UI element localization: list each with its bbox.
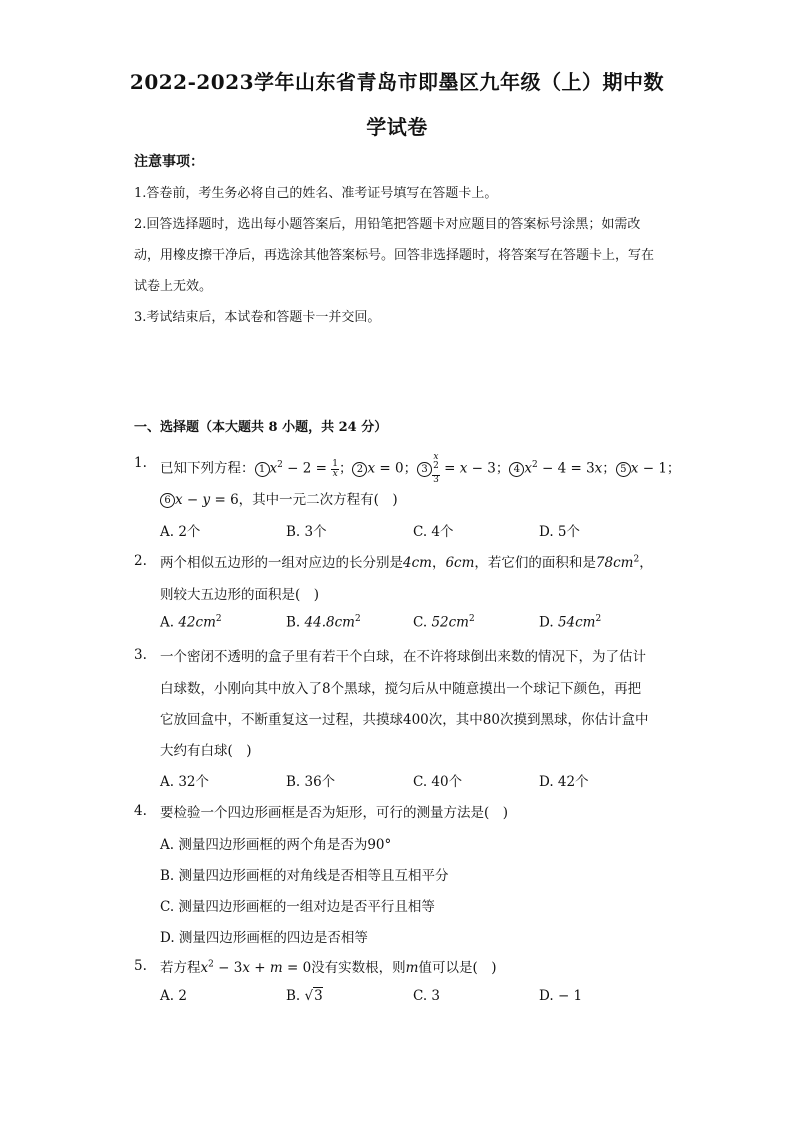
question-number: 2.	[134, 553, 147, 569]
exam-title-line1: 2022-2023学年山东省青岛市即墨区九年级（上）期中数	[129, 70, 665, 94]
note-item-3: 3.考试结束后，本试卷和答题卡一并交回。	[134, 310, 381, 325]
question-2-text-b: ，若它们的面积和是	[474, 555, 596, 571]
question-number: 4.	[134, 803, 147, 819]
question-3-line4: 大约有白球( )	[160, 743, 252, 759]
question-1-line1: 已知下列方程： 1 $x^2 - 2$ = $\frac{1}{x}$ ； 2 x = 0； 3 x $^2$ 3 = x − 3； 4 $x^2 - 4 = 3x$； 5 x − 1；	[160, 452, 681, 485]
q1-option-a[interactable]: A. 2个	[160, 524, 201, 540]
q2-option-a[interactable]: A. $42cm^2$	[160, 614, 222, 631]
q4-option-b[interactable]: B. 测量四边形画框的对角线是否相等且互相平分	[160, 868, 449, 884]
note-item-1: 1.答卷前，考生务必将自己的姓名、准考证号填写在答题卡上。	[134, 186, 498, 201]
question-number: 3.	[134, 647, 147, 663]
q5-option-b[interactable]: B. √3	[286, 988, 323, 1004]
question-5-tail: 没有实数根，则	[311, 960, 406, 976]
question-3-line3: 它放回盒中，不断重复这一过程，共摸球400次，其中80次摸到黑球，你估计盒中	[160, 712, 649, 728]
section-heading: 一、选择题（本大题共 8 小题，共 24 分）	[134, 420, 388, 435]
q2-option-b[interactable]: B. $44.8cm^2$	[286, 614, 361, 631]
q4-option-c[interactable]: C. 测量四边形画框的一组对边是否平行且相等	[160, 899, 435, 915]
q2-option-d[interactable]: D. $54cm^2$	[539, 614, 602, 631]
q3-option-a[interactable]: A. 32个	[160, 774, 210, 790]
question-2-line1: 两个相似五边形的一组对应边的长分别是4cm，6cm，若它们的面积和是$78cm^2$，	[160, 554, 653, 571]
q1-option-b[interactable]: B. 3个	[286, 524, 327, 540]
q3-option-d[interactable]: D. 42个	[539, 774, 589, 790]
q3-option-b[interactable]: B. 36个	[286, 774, 336, 790]
q5-option-d[interactable]: D. − 1	[539, 988, 583, 1004]
exam-title-line2: 学试卷	[366, 115, 428, 139]
question-4-stem: 要检验一个四边形画框是否为矩形，可行的测量方法是( )	[160, 805, 509, 821]
question-1-tail: ，其中一元二次方程有( )	[238, 492, 398, 508]
question-2-line2: 则较大五边形的面积是( )	[160, 587, 320, 603]
q5-option-c[interactable]: C. 3	[413, 988, 441, 1004]
question-5-tail2: 值可以是( )	[418, 960, 497, 976]
question-5-stem: 若方程$x^2 - 3x + m = 0$没有实数根，则m值可以是( )	[160, 959, 497, 976]
question-2-text-a: 两个相似五边形的一组对应边的长分别是	[160, 555, 403, 571]
question-number: 1.	[134, 455, 147, 471]
q1-option-c[interactable]: C. 4个	[413, 524, 454, 540]
q4-option-a[interactable]: A. 测量四边形画框的两个角是否为90°	[160, 837, 392, 853]
question-3-line1: 一个密闭不透明的盒子里有若干个白球，在不许将球倒出来数的情况下，为了估计	[160, 649, 646, 665]
question-number: 5.	[134, 958, 147, 974]
question-1-line2: 6 x − y = 6，其中一元二次方程有( )	[160, 488, 398, 508]
question-1-lead: 已知下列方程：	[160, 460, 255, 477]
q3-option-c[interactable]: C. 40个	[413, 774, 463, 790]
question-5-lead: 若方程	[160, 960, 201, 976]
q4-option-d[interactable]: D. 测量四边形画框的四边是否相等	[160, 930, 368, 946]
note-item-2: 2.回答选择题时，选出每小题答案后，用铅笔把答题卡对应题目的答案标号涂黑；如需改动，用橡皮擦干净后，再选涂其他答案标号。回答非选择题时，将答案写在答题卡上，写在试卷上无效。	[134, 217, 655, 294]
question-3-line2: 白球数，小刚向其中放入了8个黑球，搅匀后从中随意摸出一个球记下颜色，再把	[160, 681, 642, 697]
q2-option-c[interactable]: C. $52cm^2$	[413, 614, 475, 631]
notes-heading: 注意事项：	[134, 154, 204, 170]
q1-option-d[interactable]: D. 5个	[539, 524, 581, 540]
q5-option-a[interactable]: A. 2	[160, 988, 187, 1004]
